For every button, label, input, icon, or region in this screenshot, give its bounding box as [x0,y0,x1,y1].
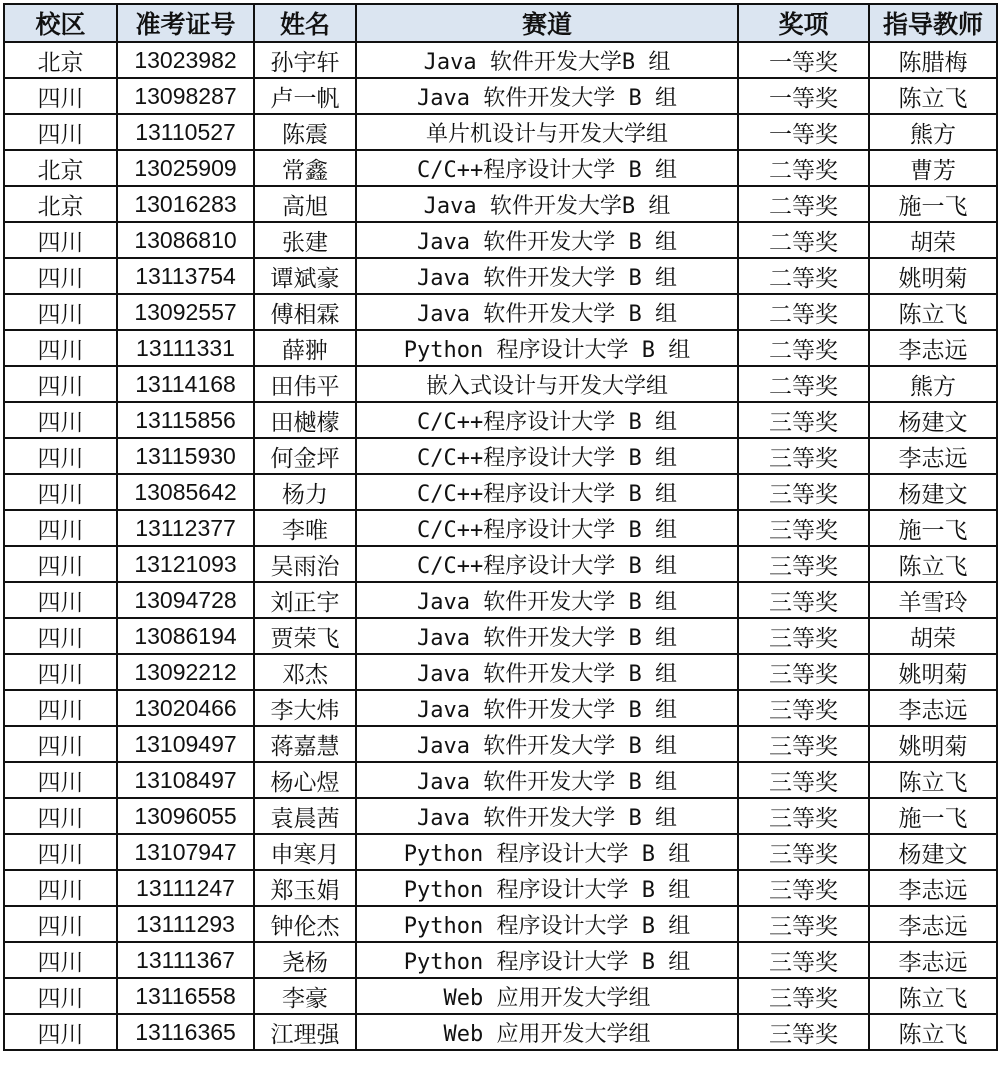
student-name-cell: 尧杨 [254,942,356,978]
campus-cell: 四川 [4,618,117,654]
table-row [4,978,997,1014]
teacher-cell: 姚明菊 [869,726,997,762]
track-cell: Java 软件开发大学 B 组 [356,294,738,330]
campus-cell: 四川 [4,942,117,978]
table-row [4,546,997,582]
teacher-cell: 陈立飞 [869,78,997,114]
teacher-cell: 施一飞 [869,510,997,546]
exam-id-cell: 13112377 [117,510,254,546]
exam-id-cell: 13016283 [117,186,254,222]
student-name-cell: 高旭 [254,186,356,222]
campus-cell: 四川 [4,1014,117,1050]
track-cell: Java 软件开发大学 B 组 [356,654,738,690]
campus-cell: 四川 [4,366,117,402]
student-name-cell: 田樾檬 [254,402,356,438]
teacher-cell: 杨建文 [869,402,997,438]
track-cell: C/C++程序设计大学 B 组 [356,150,738,186]
award-cell: 三等奖 [738,870,869,906]
exam-id-cell: 13116365 [117,1014,254,1050]
campus-cell: 四川 [4,762,117,798]
table-row [4,834,997,870]
teacher-cell: 施一飞 [869,186,997,222]
award-cell: 三等奖 [738,690,869,726]
teacher-cell: 胡荣 [869,222,997,258]
award-table [3,3,998,1051]
track-cell: 单片机设计与开发大学组 [356,114,738,150]
student-name-cell: 申寒月 [254,834,356,870]
header-teacher: 指导教师 [869,4,997,42]
exam-id-cell: 13023982 [117,42,254,78]
student-name-cell: 吴雨治 [254,546,356,582]
teacher-cell: 曹芳 [869,150,997,186]
table-row [4,366,997,402]
student-name-cell: 张建 [254,222,356,258]
student-name-cell: 常鑫 [254,150,356,186]
teacher-cell: 施一飞 [869,798,997,834]
student-name-cell: 谭斌豪 [254,258,356,294]
track-cell: 嵌入式设计与开发大学组 [356,366,738,402]
track-cell: Java 软件开发大学 B 组 [356,690,738,726]
teacher-cell: 杨建文 [869,834,997,870]
exam-id-cell: 13092212 [117,654,254,690]
exam-id-cell: 13110527 [117,114,254,150]
table-row [4,330,997,366]
student-name-cell: 李唯 [254,510,356,546]
track-cell: Java 软件开发大学 B 组 [356,78,738,114]
student-name-cell: 杨力 [254,474,356,510]
table-row [4,474,997,510]
student-name-cell: 邓杰 [254,654,356,690]
student-name-cell: 江理强 [254,1014,356,1050]
award-cell: 三等奖 [738,654,869,690]
award-cell: 三等奖 [738,582,869,618]
student-name-cell: 贾荣飞 [254,618,356,654]
award-cell: 三等奖 [738,474,869,510]
teacher-cell: 羊雪玲 [869,582,997,618]
table-row [4,618,997,654]
award-cell: 三等奖 [738,726,869,762]
student-name-cell: 蒋嘉慧 [254,726,356,762]
award-cell: 三等奖 [738,438,869,474]
exam-id-cell: 13113754 [117,258,254,294]
campus-cell: 四川 [4,222,117,258]
exam-id-cell: 13116558 [117,978,254,1014]
table-row [4,402,997,438]
teacher-cell: 姚明菊 [869,258,997,294]
student-name-cell: 陈震 [254,114,356,150]
student-name-cell: 何金坪 [254,438,356,474]
campus-cell: 四川 [4,78,117,114]
table-row [4,906,997,942]
exam-id-cell: 13121093 [117,546,254,582]
award-cell: 二等奖 [738,366,869,402]
exam-id-cell: 13025909 [117,150,254,186]
track-cell: Java 软件开发大学 B 组 [356,798,738,834]
exam-id-cell: 13114168 [117,366,254,402]
campus-cell: 四川 [4,510,117,546]
header-track: 赛道 [356,4,738,42]
award-cell: 二等奖 [738,294,869,330]
student-name-cell: 卢一帆 [254,78,356,114]
student-name-cell: 杨心煜 [254,762,356,798]
table-row [4,690,997,726]
track-cell: Java 软件开发大学 B 组 [356,258,738,294]
track-cell: Python 程序设计大学 B 组 [356,330,738,366]
teacher-cell: 李志远 [869,906,997,942]
campus-cell: 北京 [4,42,117,78]
teacher-cell: 陈立飞 [869,978,997,1014]
teacher-cell: 陈立飞 [869,294,997,330]
track-cell: Web 应用开发大学组 [356,1014,738,1050]
campus-cell: 四川 [4,546,117,582]
teacher-cell: 陈立飞 [869,1014,997,1050]
exam-id-cell: 13092557 [117,294,254,330]
exam-id-cell: 13020466 [117,690,254,726]
exam-id-cell: 13109497 [117,726,254,762]
track-cell: Java 软件开发大学 B 组 [356,762,738,798]
student-name-cell: 傅相霖 [254,294,356,330]
exam-id-cell: 13108497 [117,762,254,798]
award-cell: 一等奖 [738,78,869,114]
campus-cell: 北京 [4,186,117,222]
teacher-cell: 李志远 [869,330,997,366]
exam-id-cell: 13111331 [117,330,254,366]
student-name-cell: 钟伦杰 [254,906,356,942]
campus-cell: 四川 [4,402,117,438]
table-row [4,114,997,150]
campus-cell: 四川 [4,870,117,906]
campus-cell: 四川 [4,474,117,510]
table-row [4,798,997,834]
student-name-cell: 孙宇轩 [254,42,356,78]
award-cell: 二等奖 [738,186,869,222]
campus-cell: 四川 [4,654,117,690]
track-cell: Web 应用开发大学组 [356,978,738,1014]
award-cell: 三等奖 [738,906,869,942]
campus-cell: 四川 [4,690,117,726]
award-cell: 二等奖 [738,222,869,258]
table-row [4,726,997,762]
student-name-cell: 李大炜 [254,690,356,726]
exam-id-cell: 13086810 [117,222,254,258]
table-row [4,582,997,618]
track-cell: Java 软件开发大学B 组 [356,42,738,78]
track-cell: Java 软件开发大学 B 组 [356,222,738,258]
table-row [4,870,997,906]
header-row [4,4,997,42]
exam-id-cell: 13086194 [117,618,254,654]
award-cell: 二等奖 [738,330,869,366]
teacher-cell: 杨建文 [869,474,997,510]
teacher-cell: 陈立飞 [869,762,997,798]
award-cell: 三等奖 [738,510,869,546]
teacher-cell: 李志远 [869,690,997,726]
track-cell: Python 程序设计大学 B 组 [356,870,738,906]
table-row [4,942,997,978]
exam-id-cell: 13111247 [117,870,254,906]
student-name-cell: 田伟平 [254,366,356,402]
exam-id-cell: 13096055 [117,798,254,834]
campus-cell: 四川 [4,834,117,870]
exam-id-cell: 13094728 [117,582,254,618]
table-row [4,294,997,330]
teacher-cell: 姚明菊 [869,654,997,690]
track-cell: C/C++程序设计大学 B 组 [356,546,738,582]
exam-id-cell: 13111367 [117,942,254,978]
teacher-cell: 陈腊梅 [869,42,997,78]
campus-cell: 四川 [4,906,117,942]
track-cell: Python 程序设计大学 B 组 [356,942,738,978]
table-row [4,258,997,294]
track-cell: Java 软件开发大学 B 组 [356,618,738,654]
award-cell: 三等奖 [738,798,869,834]
award-cell: 二等奖 [738,258,869,294]
student-name-cell: 李豪 [254,978,356,1014]
track-cell: Python 程序设计大学 B 组 [356,834,738,870]
track-cell: C/C++程序设计大学 B 组 [356,402,738,438]
table-row [4,510,997,546]
table-row [4,438,997,474]
track-cell: Java 软件开发大学B 组 [356,186,738,222]
track-cell: Python 程序设计大学 B 组 [356,906,738,942]
campus-cell: 四川 [4,978,117,1014]
award-cell: 三等奖 [738,978,869,1014]
campus-cell: 四川 [4,726,117,762]
campus-cell: 四川 [4,330,117,366]
exam-id-cell: 13111293 [117,906,254,942]
header-name: 姓名 [254,4,356,42]
exam-id-cell: 13098287 [117,78,254,114]
campus-cell: 四川 [4,798,117,834]
award-cell: 三等奖 [738,762,869,798]
student-name-cell: 薛翀 [254,330,356,366]
award-cell: 三等奖 [738,546,869,582]
teacher-cell: 胡荣 [869,618,997,654]
exam-id-cell: 13115930 [117,438,254,474]
track-cell: Java 软件开发大学 B 组 [356,582,738,618]
student-name-cell: 袁晨茜 [254,798,356,834]
header-exam-id: 准考证号 [117,4,254,42]
teacher-cell: 熊方 [869,366,997,402]
table-row [4,78,997,114]
campus-cell: 四川 [4,582,117,618]
track-cell: C/C++程序设计大学 B 组 [356,438,738,474]
teacher-cell: 李志远 [869,870,997,906]
track-cell: C/C++程序设计大学 B 组 [356,510,738,546]
teacher-cell: 熊方 [869,114,997,150]
award-cell: 三等奖 [738,942,869,978]
table-row [4,150,997,186]
campus-cell: 北京 [4,150,117,186]
teacher-cell: 李志远 [869,438,997,474]
track-cell: C/C++程序设计大学 B 组 [356,474,738,510]
award-cell: 三等奖 [738,618,869,654]
student-name-cell: 郑玉娟 [254,870,356,906]
table-body [4,42,997,1050]
award-cell: 三等奖 [738,402,869,438]
award-cell: 三等奖 [738,1014,869,1050]
exam-id-cell: 13115856 [117,402,254,438]
campus-cell: 四川 [4,294,117,330]
header-campus: 校区 [4,4,117,42]
track-cell: Java 软件开发大学 B 组 [356,726,738,762]
table-header [4,4,997,42]
header-award: 奖项 [738,4,869,42]
table-row [4,762,997,798]
table-row [4,654,997,690]
teacher-cell: 李志远 [869,942,997,978]
student-name-cell: 刘正宇 [254,582,356,618]
campus-cell: 四川 [4,438,117,474]
table-row [4,1014,997,1050]
campus-cell: 四川 [4,258,117,294]
campus-cell: 四川 [4,114,117,150]
award-cell: 一等奖 [738,42,869,78]
award-cell: 二等奖 [738,150,869,186]
table-row [4,186,997,222]
exam-id-cell: 13107947 [117,834,254,870]
award-cell: 一等奖 [738,114,869,150]
teacher-cell: 陈立飞 [869,546,997,582]
table-row [4,42,997,78]
award-cell: 三等奖 [738,834,869,870]
exam-id-cell: 13085642 [117,474,254,510]
table-row [4,222,997,258]
